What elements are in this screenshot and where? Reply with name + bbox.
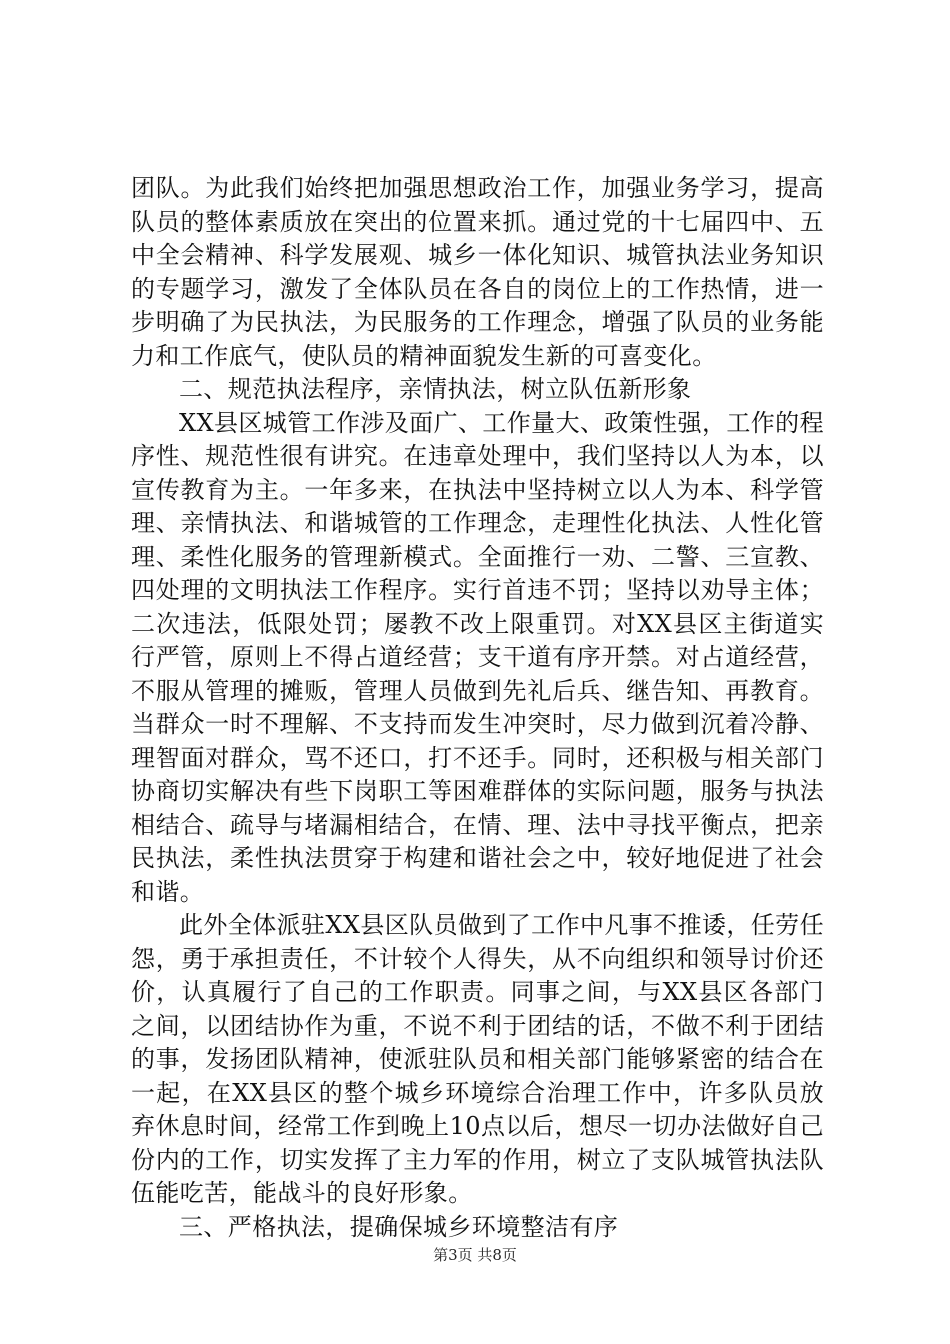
section-heading-3: 三、严格执法，提确保城乡环境整洁有序 — [179, 1212, 619, 1241]
paragraph-procedure: XX县区城管工作涉及面广、工作量大、政策性强，工作的程序性、规范性很有讲究。在违章处理中，我们坚持以人为本，以宣传教育为主。一年多来，在执法中坚持树立以人为本、科学管理、亲情执法、和谐城管的工作理念，走理性化执法、人性化管理、柔性化服务的管理新模式。全面推行一劝、二警、三宣教、四处理的文明执法工作程序。实行首违不罚；坚持以劝导主体；二次违法，低限处罚；屡教不改上限重罚。对XX县区主街道实行严管，原则上不得占道经营；支干道有序开禁。对占道经营，不服从管理的摊贩，管理人员做到先礼后兵、继告知、再教育。当群众一时不理解、不支持而发生冲突时，尽力做到沉着冷静、理智面对群众，骂不还口，打不还手。同时，还积极与相关部门协商切实解决有些下岗职工等困难群体的实际问题，服务与执法相结合、疏导与堵漏相结合，在情、理、法中寻找平衡点，把亲民执法，柔性执法贯穿于构建和谐社会之中，较好地促进了社会和谐。 — [131, 408, 824, 906]
document-body — [131, 172, 824, 1244]
paragraph-team-spirit: 此外全体派驻XX县区队员做到了工作中凡事不推诿，任劳任怨，勇于承担责任，不计较个人得失，从不向组织和领导讨价还价，认真履行了自己的工作职责。同事之间，与XX县区各部门之间，以团结协作为重，不说不利于团结的话，不做不利于团结的事，发扬团队精神，使派驻队员和相关部门能够紧密的结合在一起，在XX县区的整个城乡环境综合治理工作中，许多队员放弃休息时间，经常工作到晚上10点以后，想尽一切办法做好自己份内的工作，切实发挥了主力军的作用，树立了支队城管执法队伍能吃苦，能战斗的良好形象。 — [131, 911, 824, 1207]
page-footer: 第3页 共8页 — [433, 1246, 517, 1264]
section-heading-2: 二、规范执法程序，亲情执法，树立队伍新形象 — [179, 375, 692, 403]
paragraph-team-building: 团队。为此我们始终把加强思想政治工作，加强业务学习，提高队员的整体素质放在突出的位置来抓。通过党的十七届四中、五中全会精神、科学发展观、城乡一体化知识、城管执法业务知识的专题学习，激发了全体队员在各自的岗位上的工作热情，进一步明确了为民执法，为民服务的工作理念，增强了队员的业务能力和工作底气，使队员的精神面貌发生新的可喜变化。 — [131, 174, 824, 370]
